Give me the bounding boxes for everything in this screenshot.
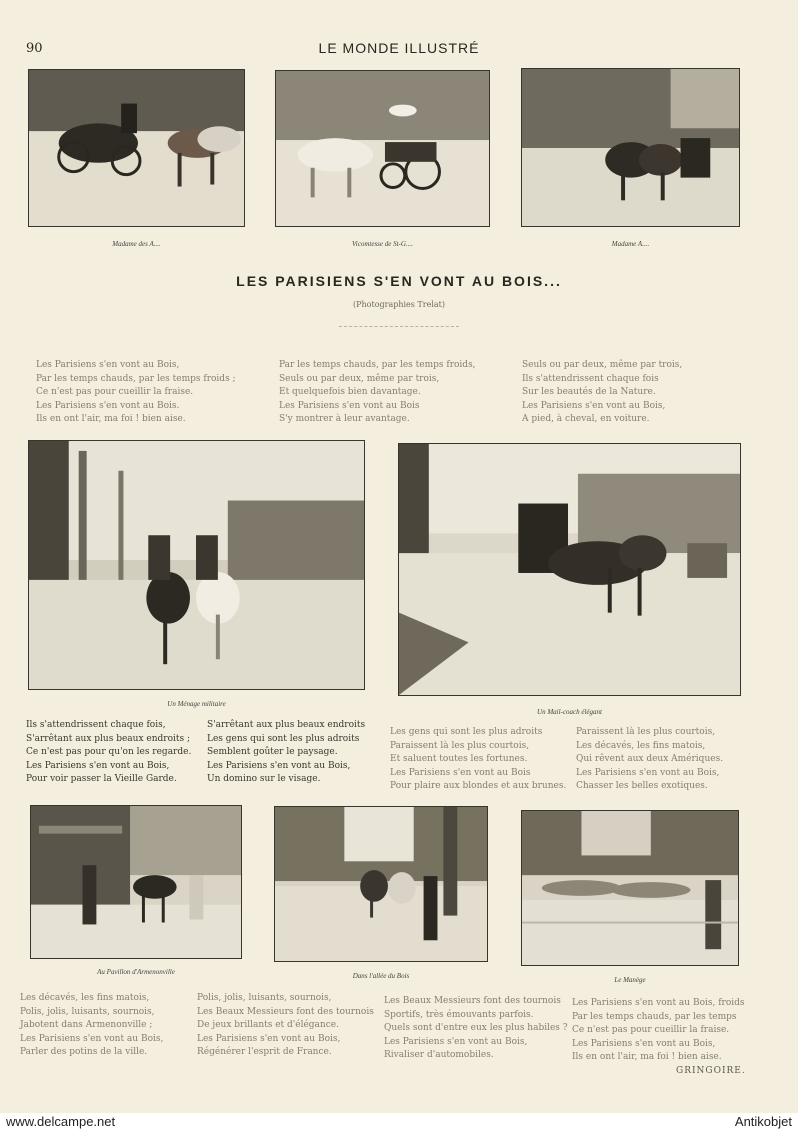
poem-line: Jabotent dans Armenonville ;	[20, 1020, 153, 1030]
poem-stanza	[522, 359, 682, 427]
poem-stanza	[572, 997, 745, 1065]
poem-line: Les Parisiens s'en vont au Bois,	[576, 767, 720, 778]
poem-line: Les Parisiens s'en vont au Bois,	[572, 1038, 716, 1049]
watermark-left: www.delcampe.net	[6, 1114, 116, 1129]
journal-title: LE MONDE ILLUSTRÉ	[318, 40, 480, 56]
photo-carriage-madame-a	[521, 68, 740, 227]
poem-line: Sur les beautés de la Nature.	[522, 387, 656, 397]
poem-stanza	[384, 995, 568, 1063]
poem-line: Quels sont d'entre eux les plus habiles ?	[384, 1023, 568, 1033]
poem-line: Ce n'est pas pour cueillir la fraise.	[36, 387, 194, 397]
photo-riders-menage-militaire	[28, 440, 365, 690]
poem-line: Ce n'est pas pour cueillir la fraise.	[572, 1025, 730, 1035]
photo-caption: Dans l'allée du Bois	[352, 972, 410, 980]
poem-line: Seuls ou par deux, même par trois,	[522, 360, 683, 370]
poem-line: Rivaliser d'automobiles.	[384, 1050, 494, 1060]
poem-stanza	[36, 359, 236, 427]
poem-line: Les Parisiens s'en vont au Bois.	[36, 400, 180, 411]
poem-line: Les Parisiens s'en vont au Bois,	[207, 760, 351, 771]
poem-line: Polis, jolis, luisants, sournois,	[197, 993, 332, 1003]
poem-line: Ils en ont l'air, ma foi ! bien aise.	[572, 1052, 722, 1062]
poem-line: Ils s'attendrissent chaque fois	[522, 373, 659, 384]
poem-line: Sportifs, très émouvants parfois.	[384, 1009, 534, 1020]
photo-caption: Vicomtesse de St-G....	[352, 240, 413, 248]
author-signature: GRINGOIRE.	[676, 1066, 746, 1076]
photo-caption: Un Mail-coach élégant	[537, 708, 602, 716]
photo-le-manege	[521, 810, 739, 966]
poem-line: Les gens qui sont les plus adroits	[207, 733, 360, 744]
poem-line: Ils en ont l'air, ma foi ! bien aise.	[36, 414, 186, 424]
poem-line: Ils s'attendrissent chaque fois,	[26, 720, 166, 730]
poem-line: Seuls ou par deux, même par trois,	[279, 373, 440, 384]
photo-caption: Madame des A....	[112, 240, 161, 248]
photo-caption: Madame A....	[611, 240, 650, 248]
poem-line: Les Parisiens s'en vont au Bois	[279, 400, 420, 411]
poem-line: Les Parisiens s'en vont au Bois	[390, 767, 531, 778]
poem-line: Les décavés, les fins matois,	[20, 993, 150, 1003]
page-number: 90	[26, 41, 43, 56]
photo-caption: Au Pavillon d'Armenonville	[97, 968, 175, 976]
divider	[339, 326, 459, 327]
poem-line: Chasser les belles exotiques.	[576, 781, 708, 791]
poem-line: Les Beaux Messieurs font des tournois	[384, 996, 561, 1006]
poem-line: Les décavés, les fins matois,	[576, 740, 706, 751]
poem-line: Régénérer l'esprit de France.	[197, 1047, 332, 1057]
poem-line: Les Parisiens s'en vont au Bois,	[26, 760, 170, 771]
poem-line: Semblent goûter le paysage.	[207, 747, 338, 757]
poem-stanza	[279, 359, 476, 427]
poem-line: Et saluent toutes les fortunes.	[390, 754, 528, 764]
poem-stanza	[26, 719, 191, 787]
poem-line: De jeux brillants et d'élégance.	[197, 1020, 339, 1030]
poem-line: Les Parisiens s'en vont au Bois,	[36, 360, 180, 370]
poem-line: Les Parisiens s'en vont au Bois, froids	[572, 998, 745, 1008]
poem-stanza	[20, 992, 163, 1060]
poem-line: Les Beaux Messieurs font des tournois	[197, 1006, 374, 1017]
photo-caption: Un Ménage militaire	[167, 700, 226, 708]
poem-line: S'arrêtant aux plus beaux endroits	[207, 720, 366, 730]
poem-line: Parler des potins de la ville.	[20, 1047, 148, 1057]
poem-line: Les Parisiens s'en vont au Bois,	[20, 1033, 164, 1044]
photo-credit: (Photographies Trelat)	[353, 300, 445, 309]
photo-mail-coach	[398, 443, 741, 696]
poem-stanza	[390, 726, 566, 794]
poem-line: Pour voir passer la Vieille Garde.	[26, 774, 177, 784]
poem-line: Un domino sur le visage.	[207, 774, 321, 784]
photo-caption: Le Manège	[614, 976, 646, 984]
poem-stanza	[197, 992, 374, 1060]
photo-carriage-madame-des-a	[28, 69, 245, 227]
poem-line: Par les temps chauds, par les temps froids,	[279, 360, 476, 370]
poem-line: Paraissent là les plus courtois,	[576, 727, 716, 737]
watermark-right: Antikobjet	[734, 1114, 792, 1129]
poem-line: Polis, jolis, luisants, sournois,	[20, 1006, 155, 1017]
poem-line: S'arrêtant aux plus beaux endroits ;	[26, 733, 191, 744]
poem-line: S'y montrer à leur avantage.	[279, 414, 410, 424]
photo-carriage-vicomtesse	[275, 70, 490, 227]
photo-allee-du-bois	[274, 806, 488, 962]
poem-stanza	[207, 719, 365, 787]
poem-line: Pour plaire aux blondes et aux brunes.	[390, 781, 567, 791]
poem-line: Par les temps chauds, par les temps	[572, 1011, 737, 1022]
poem-line: Ce n'est pas pour qu'on les regarde.	[26, 747, 192, 757]
poem-line: Qui rêvent aux deux Amériques.	[576, 754, 724, 764]
poem-line: Et quelquefois bien davantage.	[279, 387, 421, 397]
poem-line: Les Parisiens s'en vont au Bois,	[384, 1036, 528, 1047]
poem-line: Les Parisiens s'en vont au Bois,	[197, 1033, 341, 1044]
poem-line: Les Parisiens s'en vont au Bois,	[522, 400, 666, 411]
poem-line: Paraissent là les plus courtois,	[390, 740, 530, 751]
watermark-bar	[0, 1113, 798, 1132]
article-headline: LES PARISIENS S'EN VONT AU BOIS...	[236, 273, 562, 289]
photo-pavillon-armenonville	[30, 805, 242, 959]
poem-stanza	[576, 726, 723, 794]
poem-line: Par les temps chauds, par les temps froids ;	[36, 373, 236, 384]
poem-line: A pied, à cheval, en voiture.	[522, 414, 650, 424]
poem-line: Les gens qui sont les plus adroits	[390, 727, 543, 737]
